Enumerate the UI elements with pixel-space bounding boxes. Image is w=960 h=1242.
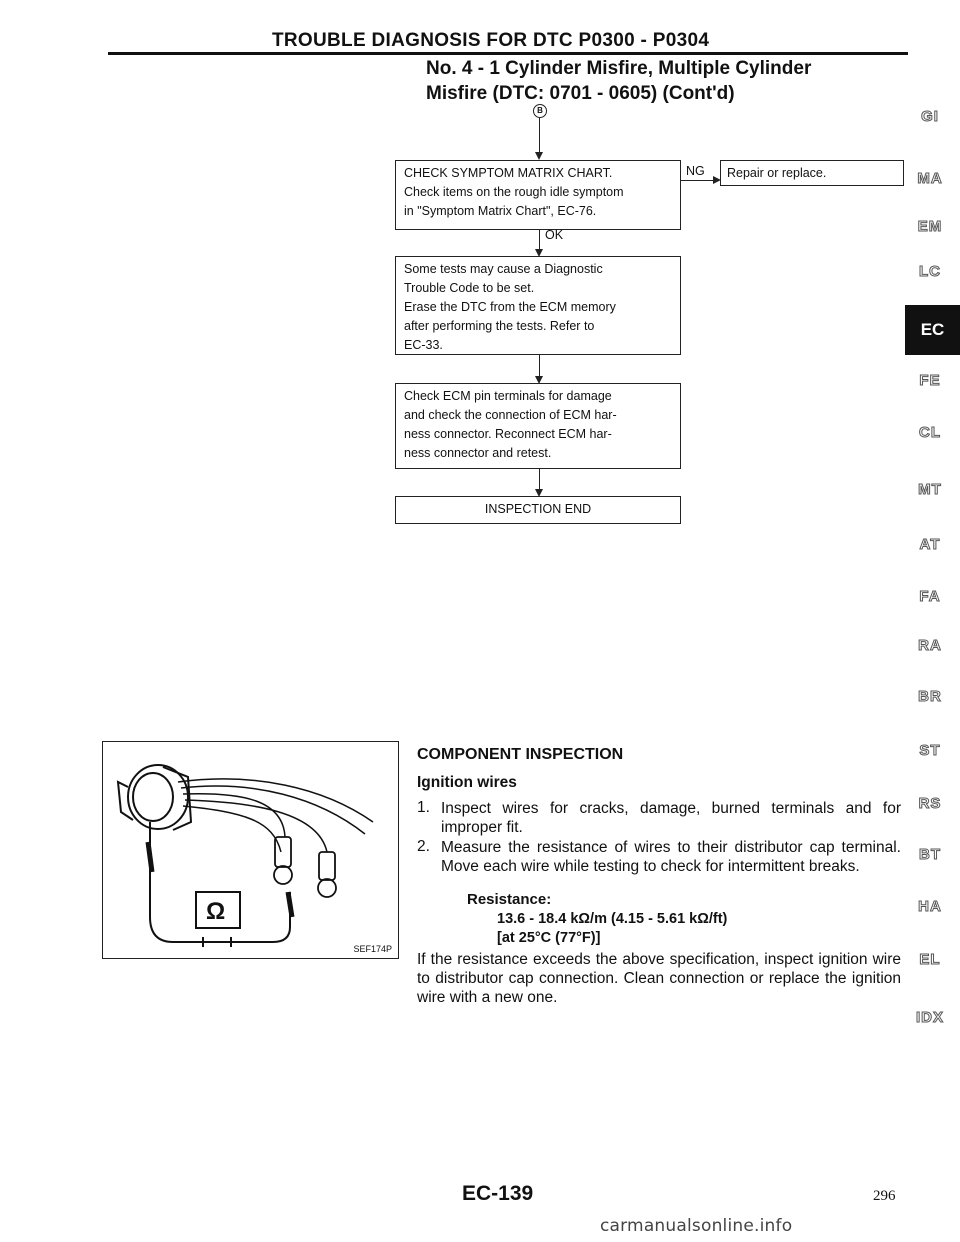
flow-box2-line2: Trouble Code to be set. (404, 281, 535, 295)
page-header-title: TROUBLE DIAGNOSIS FOR DTC P0300 - P0304 (272, 30, 710, 51)
watermark: carmanualsonline.info (600, 1216, 793, 1236)
flow-box1-line1: CHECK SYMPTOM MATRIX CHART. (404, 166, 613, 180)
section-title-line2: Misfire (DTC: 0701 - 0605) (Cont'd) (426, 83, 735, 104)
component-inspection-heading: COMPONENT INSPECTION (417, 746, 624, 763)
flow-box2-line5: EC-33. (404, 338, 443, 352)
flow-connector-b: B (533, 104, 547, 118)
side-tab-br[interactable]: BR (918, 688, 942, 705)
side-tab-mt[interactable]: MT (918, 481, 942, 498)
section-title-line1: No. 4 - 1 Cylinder Misfire, Multiple Cylinder (426, 58, 812, 79)
resistance-label: Resistance: (467, 891, 552, 908)
ignition-wires-heading: Ignition wires (417, 774, 517, 791)
page-number: 296 (873, 1188, 896, 1204)
flow-box3-line2: and check the connection of ECM har- (404, 408, 617, 422)
ohm-meter-symbol: Ω (206, 898, 226, 925)
step2-number: 2. (417, 838, 430, 855)
flow-box-erase-dtc (395, 256, 681, 355)
side-tab-lc[interactable]: LC (919, 263, 941, 280)
illustration-code: SEF174P (353, 944, 392, 954)
flow-box2-line4: after performing the tests. Refer to (404, 319, 595, 333)
side-tab-bt[interactable]: BT (919, 846, 941, 863)
header-rule (108, 52, 908, 55)
resistance-value: 13.6 - 18.4 kΩ/m (4.15 - 5.61 kΩ/ft) (497, 911, 728, 927)
side-tab-cl[interactable]: CL (919, 424, 941, 441)
side-tab-el[interactable]: EL (919, 951, 941, 968)
section-title (426, 56, 896, 106)
flow-arrow-1 (535, 152, 543, 160)
side-tab-gi[interactable]: GI (921, 108, 939, 125)
flow-box4-text: INSPECTION END (484, 502, 592, 516)
flow-box2-line3: Erase the DTC from the ECM memory (404, 300, 616, 314)
step1-text: Inspect wires for cracks, damage, burned terminals and for improper fit. (441, 800, 901, 836)
side-tab-fa[interactable]: FA (919, 588, 941, 605)
ignition-wire-illustration (102, 741, 399, 959)
flow-repair-text: Repair or replace. (727, 166, 827, 180)
step2-text: Measure the resistance of wires to their distributor cap terminal. Move each wire while testing to check for intermittent breaks. (441, 839, 901, 875)
side-tab-ma[interactable]: MA (917, 170, 943, 187)
flow-box3-line4: ness connector and retest. (404, 446, 552, 460)
flow-box-check-ecm (395, 383, 681, 469)
flow-box-repair (720, 160, 904, 186)
flow-box3-line3: ness connector. Reconnect ECM har- (404, 427, 612, 441)
flow-line-1 (539, 118, 540, 156)
side-tab-ra[interactable]: RA (918, 637, 942, 654)
side-tab-ha[interactable]: HA (918, 898, 942, 915)
flow-ok-label: OK (545, 228, 564, 242)
flow-box1-line3: in "Symptom Matrix Chart", EC-76. (404, 204, 597, 218)
side-tab-fe[interactable]: FE (919, 372, 941, 389)
side-tab-em[interactable]: EM (917, 218, 943, 235)
side-tab-st[interactable]: ST (919, 742, 941, 759)
flow-box3-line1: Check ECM pin terminals for damage (404, 389, 612, 403)
step1-number: 1. (417, 799, 430, 816)
side-tab-ec-active[interactable]: EC (905, 305, 960, 355)
resistance-note: If the resistance exceeds the above specification, inspect ignition wire to distributor cap connection. Clean connection or replace the ignition wire with a new one. (417, 951, 901, 1006)
side-tab-rs[interactable]: RS (918, 795, 942, 812)
flow-ng-label: NG (686, 164, 705, 178)
side-tab-at[interactable]: AT (919, 536, 941, 553)
flow-box-inspection-end (395, 496, 681, 524)
flow-ng-line (681, 180, 717, 181)
flow-box1-line2: Check items on the rough idle symptom (404, 185, 624, 199)
resistance-temperature: [at 25°C (77°F)] (497, 930, 601, 946)
side-tab-idx[interactable]: IDX (915, 1009, 944, 1026)
flow-box-check-symptom (395, 160, 681, 230)
flow-box2-line1: Some tests may cause a Diagnostic (404, 262, 603, 276)
page-reference: EC-139 (462, 1182, 534, 1205)
ignition-wire-drawing (103, 742, 398, 958)
